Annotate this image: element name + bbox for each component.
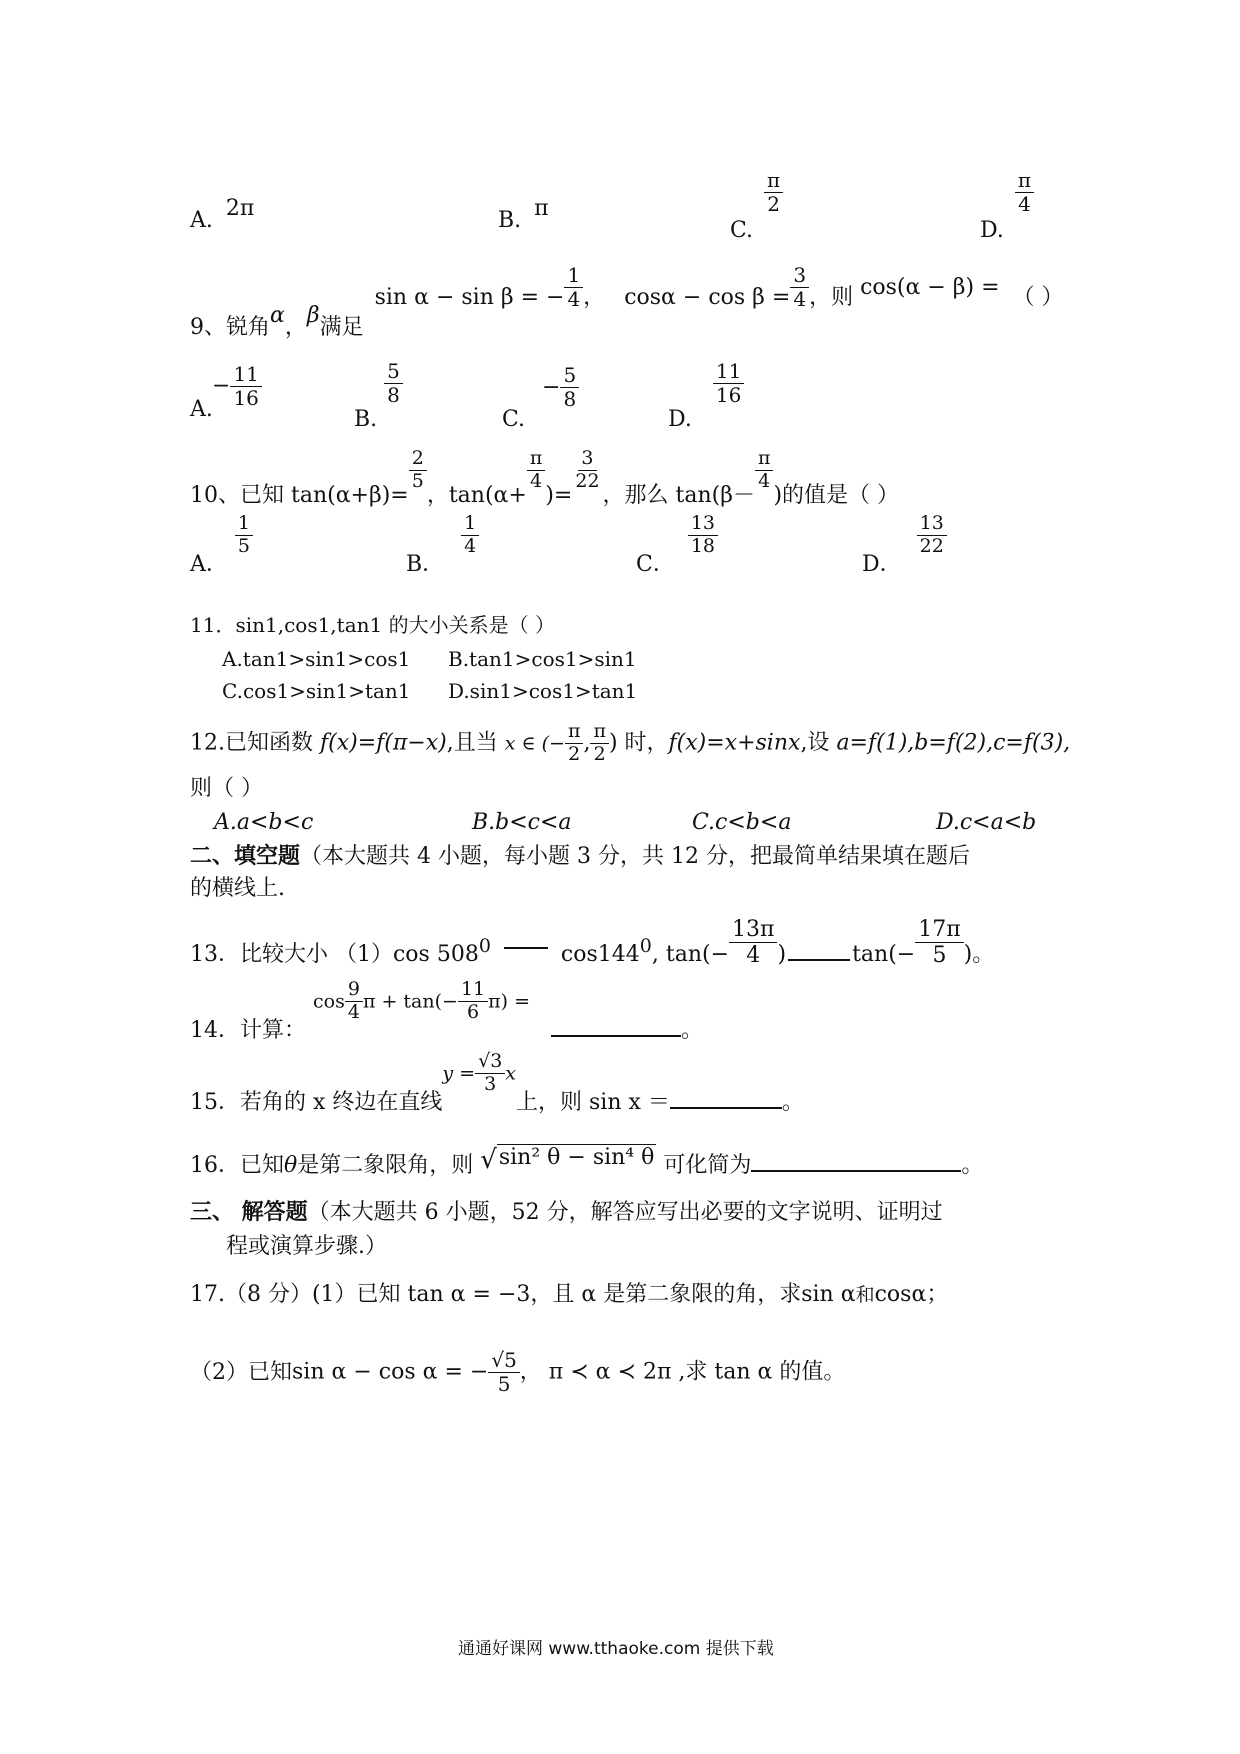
q12-line2: 则（ ） (190, 776, 263, 801)
section3-title: 三、 解答题 (190, 1199, 308, 1225)
q11-option-a: A.tan1>sin1>cos1 (222, 647, 411, 671)
q9-option-a-value: − $\frac{11}{16}$ (212, 364, 262, 409)
q14-stem: 14．计算： cos $\frac{9}{4}$ π + tan(− $\frac{11}{6}$ π) = 。 (190, 978, 704, 1044)
q11-option-b: B.tan1>cos1>sin1 (448, 647, 637, 671)
section2-heading (190, 844, 970, 869)
q16-stem: 16．已知θ是第二象限角，则 √sin² θ − sin⁴ θ 可化简为 。 (190, 1145, 984, 1178)
q17-part1: 17.（8 分）(1）已知 tan α = −3，且 α 是第二象限的角，求sin α和cosα； (190, 1282, 949, 1307)
q14-answer-blank[interactable] (551, 1034, 681, 1037)
q15-answer-blank[interactable] (670, 1106, 782, 1109)
q10-option-a: A． $\frac{1}{5}$ (190, 516, 253, 559)
q10-stem: 10、已知 tan(α+β)= $\frac{2}{5}$ ，tan(α+ $\frac{\pi}{4}$ )= $\frac{3}{22}$ ，那么 tan(β－ $\frac{\pi}{4}$ )的值是（ ） (190, 447, 900, 509)
q11-stem: 11．sin1,cos1,tan1 的大小关系是（ ） (190, 613, 555, 637)
section2-desc: （本大题共 4 小题，每小题 3 分，共 12 分，把最简单结果填在题后 (300, 844, 970, 869)
section3-desc-line2: 程或演算步骤.） (226, 1234, 387, 1259)
q13-blank-1[interactable] (504, 946, 548, 949)
q9-stem: 9、锐角α，β满足 sin α − sin β = − $\frac{1}{4}$ ， cosα − cos β = $\frac{3}{4}$ ，则 cos(α − β) = （ ） (190, 263, 1064, 340)
q8-option-b: B. π (498, 196, 549, 233)
q12-stem: 12.已知函数 f(x)=f(π−x),且当 x ∈ (− $\frac{\pi}{2}$ , $\frac{\pi}{2}$ ) 时，f(x)=x+sinx,设 a=f(1),b=f(2),c=f(3), (190, 720, 1071, 765)
q10-option-d: D． $\frac{13}{22}$ (862, 516, 947, 559)
section2-desc-line2: 的横线上. (190, 876, 285, 901)
q8-option-c: C. $\frac{\pi}{2}$ (730, 170, 783, 215)
q13-stem: 13．比较大小 （1）cos $508^0$ $\cos 144^0$, tan(− $\frac{13\pi}{4}$ ) tan(− $\frac{17\pi}{5}$ )。 (190, 917, 995, 969)
q9-option-d: D. $\frac{11}{16}$ (668, 365, 744, 410)
footer-text: 通通好课网 www.tthaoke.com 提供下载 (458, 1639, 774, 1659)
q11-option-d: D.sin1>cos1>tan1 (448, 679, 638, 703)
q16-answer-blank[interactable] (751, 1169, 961, 1172)
q17-part2: （2）已知sin α − cos α = − $\frac{√5}{5}$ ， π ≺ α ≺ 2π ,求 tan α 的值。 (190, 1348, 846, 1396)
q9-option-a: A. (190, 397, 213, 422)
q12-option-b: B.b<c<a (472, 810, 572, 835)
q10-option-c: C． $\frac{13}{18}$ (636, 516, 718, 559)
section3-heading (190, 1200, 943, 1225)
q11-option-c: C.cos1>sin1>tan1 (222, 679, 411, 703)
section2-title: 二、填空题 (190, 843, 301, 869)
q12-option-a: A.a<b<c (214, 810, 314, 835)
q9-option-b: B. $\frac{5}{8}$ (354, 365, 403, 410)
q8-option-d: D. $\frac{\pi}{4}$ (980, 170, 1034, 215)
q12-option-d: D.c<a<b (936, 810, 1037, 835)
q12-option-c: C.c<b<a (692, 810, 792, 835)
q8-option-a: A. 2π (190, 196, 255, 233)
q13-blank-2[interactable] (788, 958, 850, 961)
q9-option-c: C. − $\frac{5}{8}$ (502, 365, 579, 410)
q10-option-b: B． $\frac{1}{4}$ (406, 516, 479, 559)
q15-stem: 15．若角的 x 终边在直线y = $\frac{√3}{3}$ x上，则 sin x ＝ 。 (190, 1050, 804, 1116)
section3-desc: （本大题共 6 小题，52 分，解答应写出必要的文字说明、证明过 (307, 1200, 943, 1225)
